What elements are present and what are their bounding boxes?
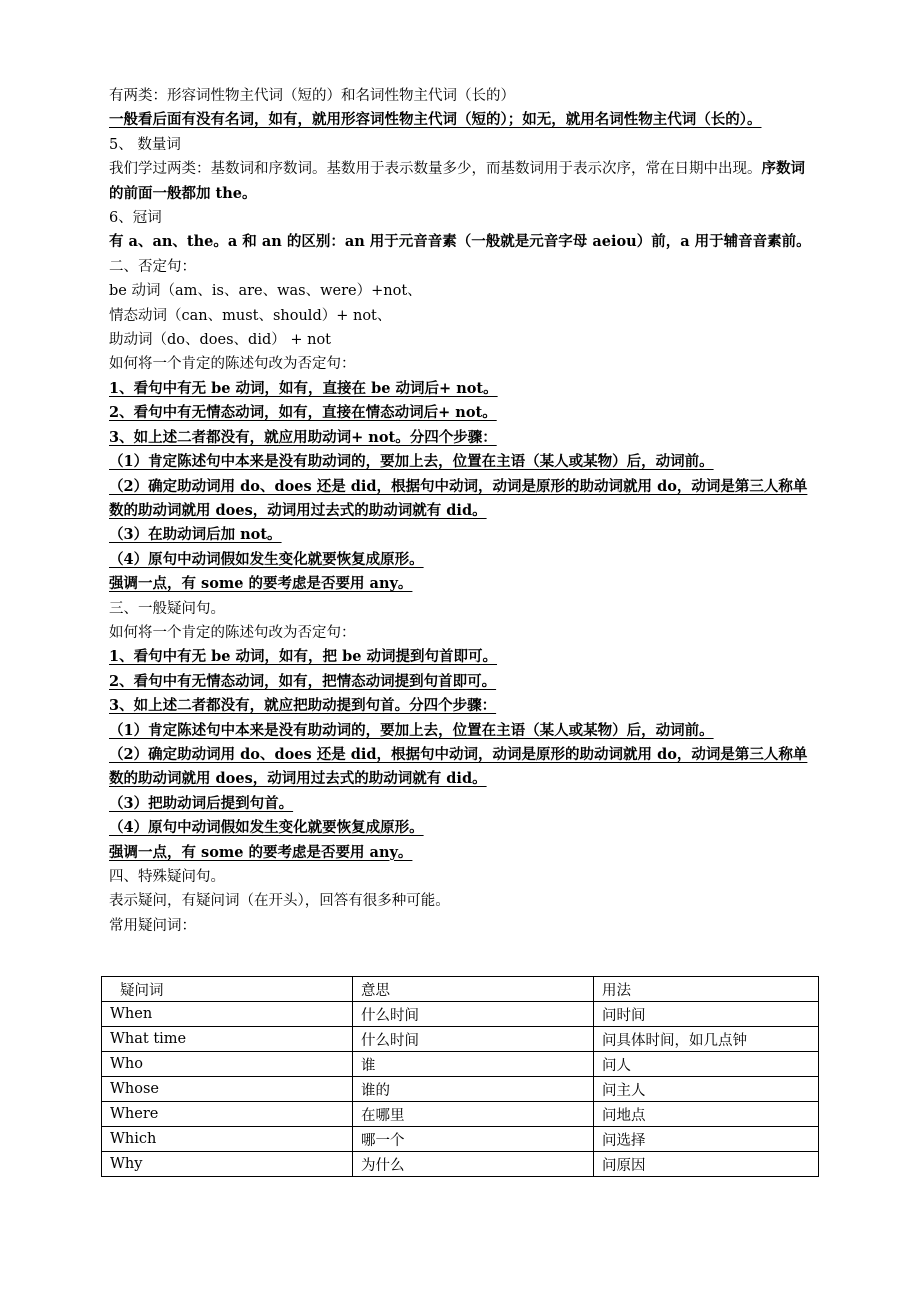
paragraph: 有两类：形容词性物主代词（短的）和名词性物主代词（长的）: [109, 88, 515, 104]
paragraph: 助动词（do、does、did） + not: [109, 332, 332, 349]
section-heading: 三、一般疑问句。: [109, 600, 225, 617]
step-line: [109, 548, 819, 572]
column-header: 疑问词: [102, 977, 353, 1002]
note-text: 强调一点，有 some 的要考虑是否要用 any。: [109, 575, 413, 593]
paragraph: 表示疑问，有疑问词（在开头），回答有很多种可能。: [109, 893, 450, 910]
rule-text: 3、如上述二者都没有，就应用助动词+ not。分四个步骤：: [109, 428, 497, 446]
table-cell: When: [102, 1002, 353, 1027]
table-cell: 什么时间: [353, 1027, 594, 1052]
table-cell: 问原因: [594, 1152, 819, 1177]
table-cell: Which: [102, 1127, 353, 1152]
question-words-table: [101, 976, 819, 1177]
rule-line: [109, 670, 819, 694]
step-text: （4）原句中动词假如发生变化就要恢复成原形。: [109, 550, 424, 568]
section-heading: 四、特殊疑问句。: [109, 869, 225, 885]
table-cell: Who: [102, 1052, 353, 1077]
step-line: [109, 816, 819, 840]
table-cell: 问时间: [594, 1002, 819, 1027]
table-cell: 在哪里: [353, 1102, 594, 1127]
rule-line: [109, 377, 819, 401]
step-text: （1）肯定陈述句中本来是没有助动词的，要加上去，位置在主语（某人或某物）后，动词前。: [109, 721, 714, 739]
table-cell: 谁: [353, 1052, 594, 1077]
table-row: [102, 1102, 819, 1127]
table-cell: 为什么: [353, 1152, 594, 1177]
section-heading: 5、 数量词: [109, 136, 181, 153]
rule-line: [109, 694, 819, 718]
table-cell: 哪一个: [353, 1127, 594, 1152]
table-row: [102, 1027, 819, 1052]
table-row: [102, 1127, 819, 1152]
table-cell: What time: [102, 1027, 353, 1052]
rule-line: [109, 401, 819, 425]
table-cell: Why: [102, 1152, 353, 1177]
table-cell: 问人: [594, 1052, 819, 1077]
rule-text: 3、如上述二者都没有，就应把助动提到句首。分四个步骤：: [109, 697, 497, 715]
table-header-row: [102, 977, 819, 1002]
rule-text: 1、看句中有无 be 动词，如有，直接在 be 动词后+ not。: [109, 379, 498, 397]
paragraph: 如何将一个肯定的陈述句改为否定句：: [109, 624, 356, 641]
step-text: （3）在助动词后加 not。: [109, 526, 282, 544]
paragraph: 常用疑问词：: [109, 917, 196, 934]
paragraph: [109, 157, 819, 206]
section-heading: 二、否定句：: [109, 258, 196, 275]
paragraph-emphasis: 一般看后面有没有名词，如有，就用形容词性物主代词（短的）；如无，就用名词性物主代词（长的）。: [109, 111, 762, 129]
paragraph: 情态动词（can、must、should）+ not、: [109, 307, 392, 324]
rule-text: 2、看句中有无情态动词，如有，把情态动词提到句首即可。: [109, 672, 497, 690]
rule-text: 1、看句中有无 be 动词，如有，把 be 动词提到句首即可。: [109, 648, 498, 666]
paragraph: 如何将一个肯定的陈述句改为否定句：: [109, 356, 356, 373]
step-line: [109, 450, 819, 474]
step-text: （4）原句中动词假如发生变化就要恢复成原形。: [109, 819, 424, 837]
table-cell: 什么时间: [353, 1002, 594, 1027]
note-line: [109, 572, 819, 596]
paragraph-emphasis: 有 a、an、the。a 和 an 的区别：an 用于元音音素（一般就是元音字母 aeiou）前，a 用于辅音音素前。: [109, 233, 811, 251]
column-header: 用法: [594, 977, 819, 1002]
document-body: [109, 84, 819, 938]
rule-text: 2、看句中有无情态动词，如有，直接在情态动词后+ not。: [109, 404, 497, 422]
step-line: （2）确定助动词用 do、does 还是 did，根据句中动词，动词是原形的助动词就用 do，动词是第三人称单数的助动词就用 does，动词用过去式的助动词就有 did。: [109, 745, 808, 788]
step-text: （1）肯定陈述句中本来是没有助动词的，要加上去，位置在主语（某人或某物）后，动词前。: [109, 453, 714, 471]
table-cell: 谁的: [353, 1077, 594, 1102]
note-line: [109, 841, 819, 865]
step-line: [109, 792, 819, 816]
table-cell: 问地点: [594, 1102, 819, 1127]
paragraph: be 动词（am、is、are、was、were）+not、: [109, 283, 422, 300]
note-text: 强调一点，有 some 的要考虑是否要用 any。: [109, 843, 413, 861]
step-line: （2）确定助动词用 do、does 还是 did，根据句中动词，动词是原形的助动词就用 do，动词是第三人称单数的助动词就用 does，动词用过去式的助动词就有 did。: [109, 477, 808, 519]
paragraph-text: 我们学过两类：基数词和序数词。基数用于表示数量多少，而基数词用于表示次序，常在日期中出现。: [109, 161, 762, 178]
step-text: （3）把助动词后提到句首。: [109, 794, 294, 812]
step-line: [109, 523, 819, 547]
table-row: [102, 1077, 819, 1102]
column-header: 意思: [353, 977, 594, 1002]
rule-line: [109, 645, 819, 669]
rule-line: [109, 426, 819, 450]
paragraph-emphasis: 序数词的前面一般都加 the。: [109, 160, 805, 202]
table-row: [102, 1052, 819, 1077]
table-cell: Whose: [102, 1077, 353, 1102]
table-cell: 问主人: [594, 1077, 819, 1102]
table-row: [102, 1152, 819, 1177]
section-heading: 6、冠词: [109, 210, 162, 227]
table-cell: Where: [102, 1102, 353, 1127]
table-row: [102, 1002, 819, 1027]
table-cell: 问选择: [594, 1127, 819, 1152]
step-line: [109, 719, 819, 743]
table-cell: 问具体时间，如几点钟: [594, 1027, 819, 1052]
